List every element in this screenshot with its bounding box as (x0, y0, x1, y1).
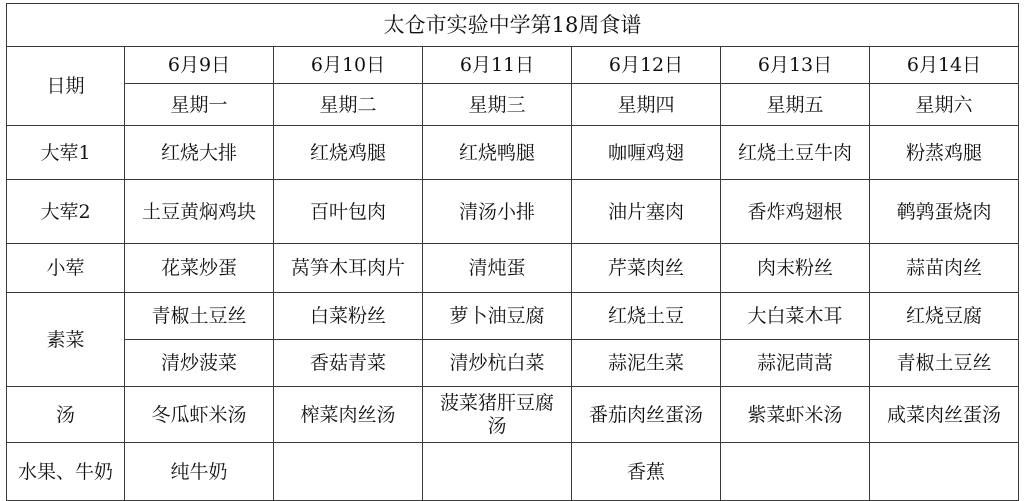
meat1-thu: 咖喱鸡翅 (572, 126, 721, 180)
soup-wed-line1: 菠菜猪肝豆腐 (439, 391, 554, 414)
veg-a-wed: 萝卜油豆腐 (423, 293, 572, 340)
veg-b-mon: 清炒菠菜 (125, 340, 274, 387)
small-meat-wed: 清炖蛋 (423, 244, 572, 293)
menu-sheet (6, 3, 1019, 501)
meat1-wed: 红烧鸭腿 (423, 126, 572, 180)
meat2-mon: 土豆黄焖鸡块 (125, 180, 274, 244)
fruit-milk-row (7, 443, 1019, 501)
meat2-tue: 百叶包肉 (274, 180, 423, 244)
small-meat-thu: 芹菜肉丝 (572, 244, 721, 293)
meat2-thu: 油片塞肉 (572, 180, 721, 244)
title-row (7, 4, 1019, 47)
fruit-milk-thu: 香蕉 (572, 443, 721, 501)
date-thu: 6月12日 (572, 47, 721, 84)
veg-b-sat: 青椒土豆丝 (870, 340, 1019, 387)
fruit-milk-sat (870, 443, 1019, 501)
soup-fri: 紫菜虾米汤 (721, 387, 870, 443)
soup-tue: 榨菜肉丝汤 (274, 387, 423, 443)
small-meat-fri: 肉末粉丝 (721, 244, 870, 293)
menu-title: 太仓市实验中学第18周食谱 (7, 4, 1019, 47)
fruit-milk-label: 水果、牛奶 (7, 443, 125, 501)
meat1-sat: 粉蒸鸡腿 (870, 126, 1019, 180)
veg-row-b (7, 340, 1019, 387)
date-wed: 6月11日 (423, 47, 572, 84)
meat2-label: 大荤2 (7, 180, 125, 244)
veg-a-sat: 红烧豆腐 (870, 293, 1019, 340)
meat1-mon: 红烧大排 (125, 126, 274, 180)
weekday-sat: 星期六 (870, 84, 1019, 126)
veg-b-tue: 香菇青菜 (274, 340, 423, 387)
weekday-row (7, 84, 1019, 126)
meat1-fri: 红烧土豆牛肉 (721, 126, 870, 180)
weekday-mon: 星期一 (125, 84, 274, 126)
weekday-fri: 星期五 (721, 84, 870, 126)
menu-table (6, 3, 1019, 501)
meat1-row (7, 126, 1019, 180)
veg-a-thu: 红烧土豆 (572, 293, 721, 340)
small-meat-mon: 花菜炒蛋 (125, 244, 274, 293)
date-tue: 6月10日 (274, 47, 423, 84)
weekday-wed: 星期三 (423, 84, 572, 126)
date-fri: 6月13日 (721, 47, 870, 84)
date-mon: 6月9日 (125, 47, 274, 84)
veg-b-fri: 蒜泥茼蒿 (721, 340, 870, 387)
weekday-thu: 星期四 (572, 84, 721, 126)
soup-mon: 冬瓜虾米汤 (125, 387, 274, 443)
meat2-sat: 鹌鹑蛋烧肉 (870, 180, 1019, 244)
veg-a-tue: 白菜粉丝 (274, 293, 423, 340)
meat1-tue: 红烧鸡腿 (274, 126, 423, 180)
soup-wed-line2: 汤 (487, 414, 507, 437)
small-meat-tue: 莴笋木耳肉片 (274, 244, 423, 293)
veg-row-a (7, 293, 1019, 340)
veg-label: 素菜 (7, 293, 125, 387)
meat2-wed: 清汤小排 (423, 180, 572, 244)
veg-b-thu: 蒜泥生菜 (572, 340, 721, 387)
date-sat: 6月14日 (870, 47, 1019, 84)
meat2-fri: 香炸鸡翅根 (721, 180, 870, 244)
fruit-milk-tue (274, 443, 423, 501)
soup-row (7, 387, 1019, 443)
fruit-milk-wed (423, 443, 572, 501)
fruit-milk-mon: 纯牛奶 (125, 443, 274, 501)
meat2-row (7, 180, 1019, 244)
soup-label: 汤 (7, 387, 125, 443)
fruit-milk-fri (721, 443, 870, 501)
date-label: 日期 (7, 47, 125, 126)
veg-a-mon: 青椒土豆丝 (125, 293, 274, 340)
small-meat-row (7, 244, 1019, 293)
soup-sat: 咸菜肉丝蛋汤 (870, 387, 1019, 443)
veg-b-wed: 清炒杭白菜 (423, 340, 572, 387)
soup-wed (423, 387, 572, 443)
veg-a-fri: 大白菜木耳 (721, 293, 870, 340)
soup-thu: 番茄肉丝蛋汤 (572, 387, 721, 443)
small-meat-sat: 蒜苗肉丝 (870, 244, 1019, 293)
small-meat-label: 小荤 (7, 244, 125, 293)
weekday-tue: 星期二 (274, 84, 423, 126)
date-row (7, 47, 1019, 84)
meat1-label: 大荤1 (7, 126, 125, 180)
